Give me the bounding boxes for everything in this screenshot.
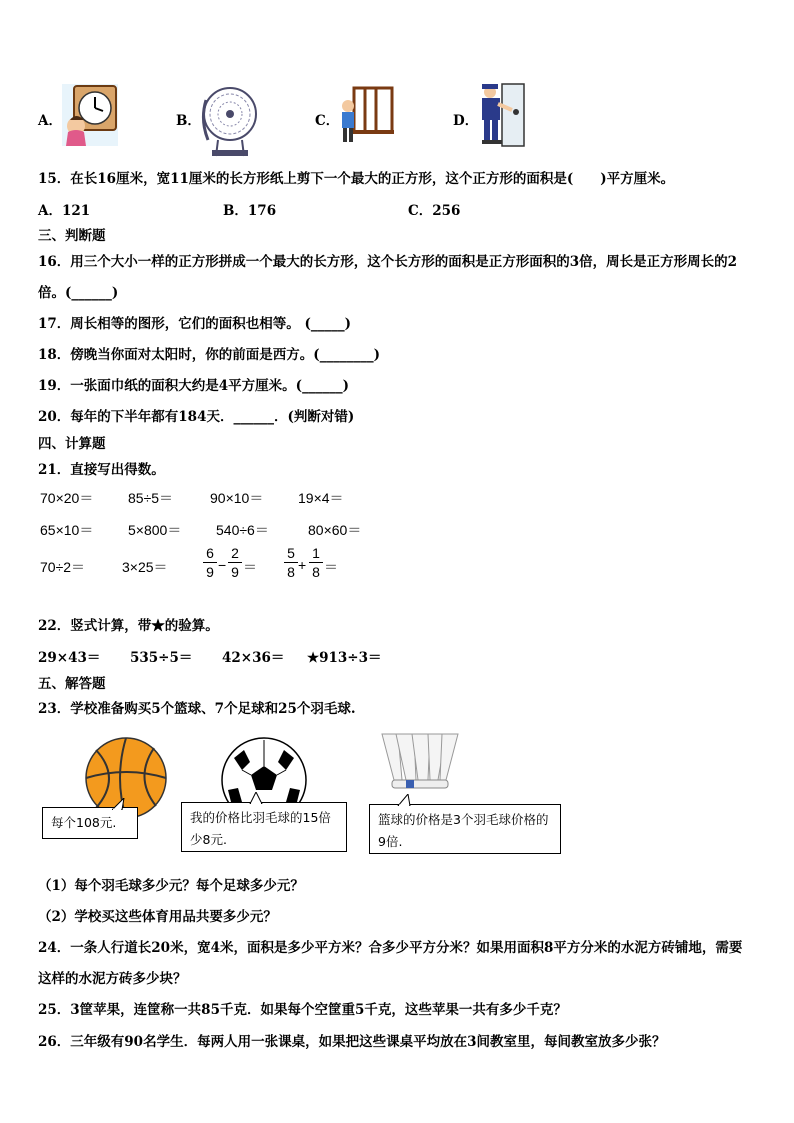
question-16-line1: 16．用三个大小一样的正方形拼成一个最大的长方形，这个长方形的面积是正方形面积的3倍，周长是正方形周长的2: [38, 254, 738, 270]
fraction: [309, 545, 323, 580]
numerator: 6: [206, 545, 214, 561]
q15-option-c: C．256: [408, 203, 461, 219]
section-3-title: 三、判断题: [38, 228, 106, 244]
operator: +: [298, 557, 307, 573]
basketball-price-bubble: [42, 807, 138, 839]
bubble-tail: [112, 798, 132, 810]
calc-item: 65×10＝: [40, 522, 94, 538]
bubble-text: 篮球的价格是3个羽毛球价格的9倍.: [378, 812, 549, 849]
calc-item: 5×800＝: [128, 522, 182, 538]
q22-item: 29×43＝: [38, 650, 101, 666]
bubble-text: 我的价格比羽毛球的15倍少8元.: [190, 810, 331, 847]
option-b-label: B．: [176, 113, 201, 129]
section-5-title: 五、解答题: [38, 676, 106, 692]
equals-sign: ＝: [243, 559, 257, 575]
section-4-title: 四、计算题: [38, 436, 106, 452]
question-15: 15．在长16厘米，宽11厘米的长方形纸上剪下一个最大的正方形，这个正方形的面积是( )平方厘米。: [38, 171, 675, 187]
question-24-line1: 24．一条人行道长20米，宽4米，面积是多少平方米？合多少平方分米？如果用面积8平方分米的水泥方砖铺地，需要: [38, 940, 743, 956]
question-23-sub2: （2）学校买这些体育用品共要多少元？: [38, 909, 277, 925]
calc-item: 90×10＝: [210, 490, 264, 506]
calc-item: 70×20＝: [40, 490, 94, 506]
denominator: 8: [287, 564, 295, 580]
calc-item: 70÷2＝: [40, 559, 86, 575]
bubble-text: 每个108元.: [51, 815, 117, 830]
question-20: 20．每年的下半年都有184天．______．(判断对错): [38, 409, 355, 425]
operator: −: [218, 557, 227, 573]
bubble-tail: [396, 794, 416, 806]
calc-item: 540÷6＝: [216, 522, 269, 538]
equals-sign: ＝: [324, 559, 338, 575]
question-16-line2: 倍。(______): [38, 285, 119, 301]
q15-option-a: A．121: [38, 203, 91, 219]
denominator: 8: [312, 564, 320, 580]
calc-item: 3×25＝: [122, 559, 168, 575]
clock-icon: [62, 84, 118, 146]
question-23: 23．学校准备购买5个篮球、7个足球和25个羽毛球.: [38, 701, 356, 717]
numerator: 1: [312, 545, 320, 561]
numerator: 2: [231, 545, 239, 561]
q22-item: ★913÷3＝: [307, 650, 382, 666]
question-21: 21．直接写出得数。: [38, 462, 165, 478]
numerator: 5: [287, 545, 295, 561]
fraction: [203, 545, 217, 580]
calc-item: 19×4＝: [298, 490, 344, 506]
calc-item: 85÷5＝: [128, 490, 174, 506]
denominator: 9: [231, 564, 239, 580]
fraction: [228, 545, 242, 580]
door-icon: [476, 82, 530, 148]
q15-option-b: B．176: [223, 203, 277, 219]
fraction: [284, 545, 298, 580]
fan-icon: [198, 80, 258, 158]
option-a-label: A．: [38, 113, 62, 129]
window-icon: [338, 86, 394, 144]
option-d-label: D．: [453, 113, 479, 129]
denominator: 9: [206, 564, 214, 580]
bubble-tail: [248, 792, 268, 804]
q22-item: 535÷5＝: [130, 650, 193, 666]
q22-item: 42×36＝: [222, 650, 285, 666]
question-18: 18．傍晚当你面对太阳时，你的前面是西方。(________): [38, 347, 381, 363]
question-25: 25．3筐苹果，连筐称一共85千克．如果每个空筐重5千克，这些苹果一共有多少千克？: [38, 1002, 567, 1018]
question-26: 26．三年级有90名学生．每两人用一张课桌，如果把这些课桌平均放在3间教室里，每间教室放多少张？: [38, 1034, 666, 1050]
question-17: 17．周长相等的图形，它们的面积也相等。 (_____): [38, 316, 352, 332]
question-19: 19．一张面巾纸的面积大约是4平方厘米。(______): [38, 378, 349, 394]
shuttlecock-price-bubble: [369, 804, 561, 854]
football-price-bubble: [181, 802, 347, 852]
shuttlecock-icon: [380, 730, 460, 792]
question-23-sub1: （1）每个羽毛球多少元？每个足球多少元？: [38, 878, 304, 894]
question-24-line2: 这样的水泥方砖多少块？: [38, 971, 187, 987]
question-22: 22．竖式计算，带★的验算。: [38, 618, 219, 634]
calc-item: 80×60＝: [308, 522, 362, 538]
option-c-label: C．: [315, 113, 340, 129]
